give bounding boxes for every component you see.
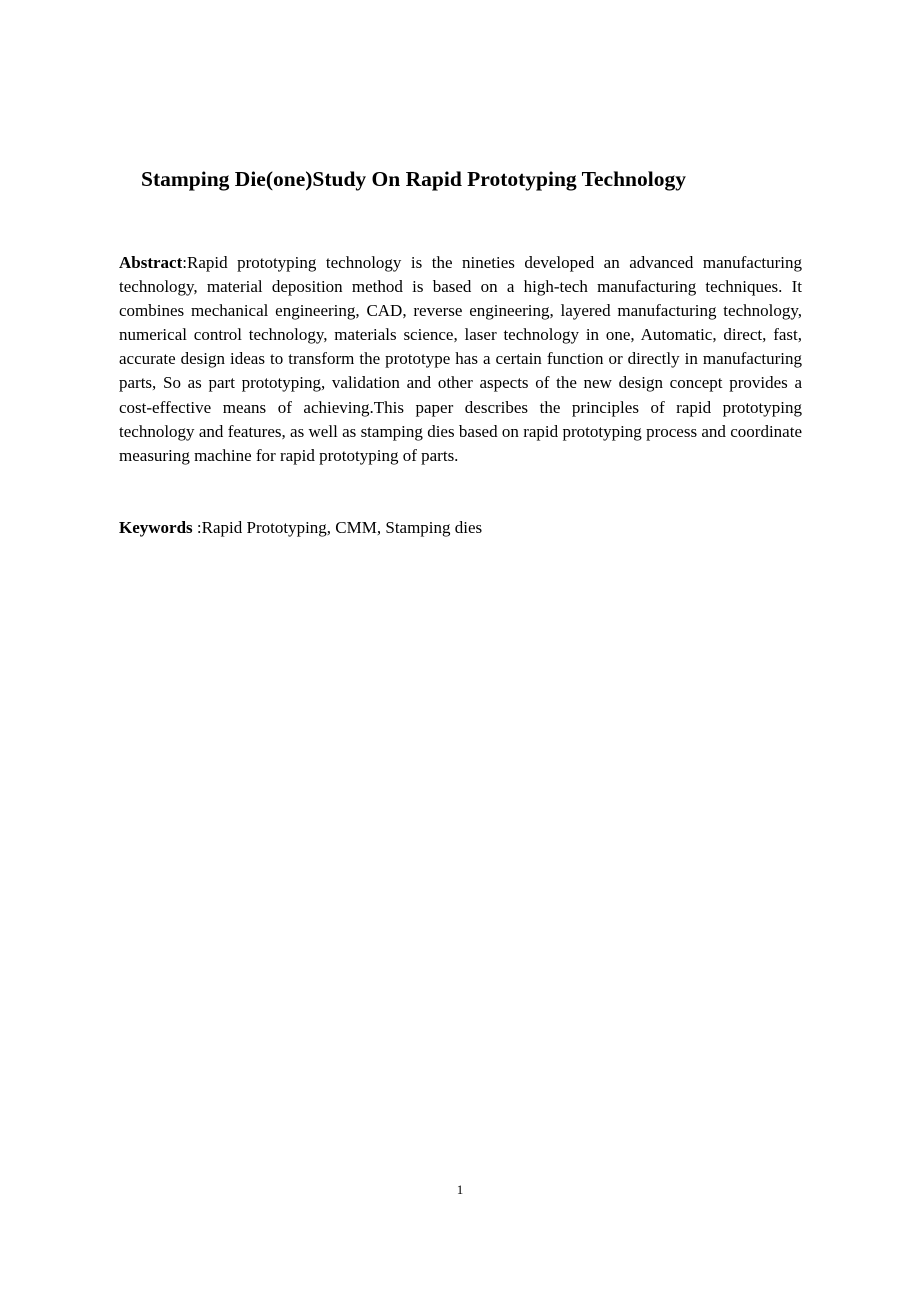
keywords-text: :Rapid Prototyping, CMM, Stamping dies [192,518,483,537]
page-number: 1 [456,1182,464,1197]
keywords-paragraph [119,516,802,540]
abstract-text: :Rapid prototyping technology is the nineties developed an advanced manufacturing technology, material deposition method is based on a high-tech manufacturing techniques. It combines mechanical engineering, CAD, reverse engineering, layered manufacturing technology, numerical control technology, materials science, laser technology in one, Automatic, direct, fast, accurate design ideas to transform the prototype has a certain function or directly in manufacturing parts, So as part prototyping, validation and other aspects of the new design concept provides a cost-effective means of achieving.This paper describes the principles of rapid prototyping technology and features, as well as stamping dies based on rapid prototyping process and coordinate measuring machine for rapid prototyping of parts. [119,253,802,465]
abstract-paragraph [119,251,802,468]
paper-title: Stamping Die(one)Study On Rapid Prototyping Technology [141,167,686,191]
keywords-label: Keywords [119,518,193,537]
abstract-label: Abstract [119,253,183,272]
